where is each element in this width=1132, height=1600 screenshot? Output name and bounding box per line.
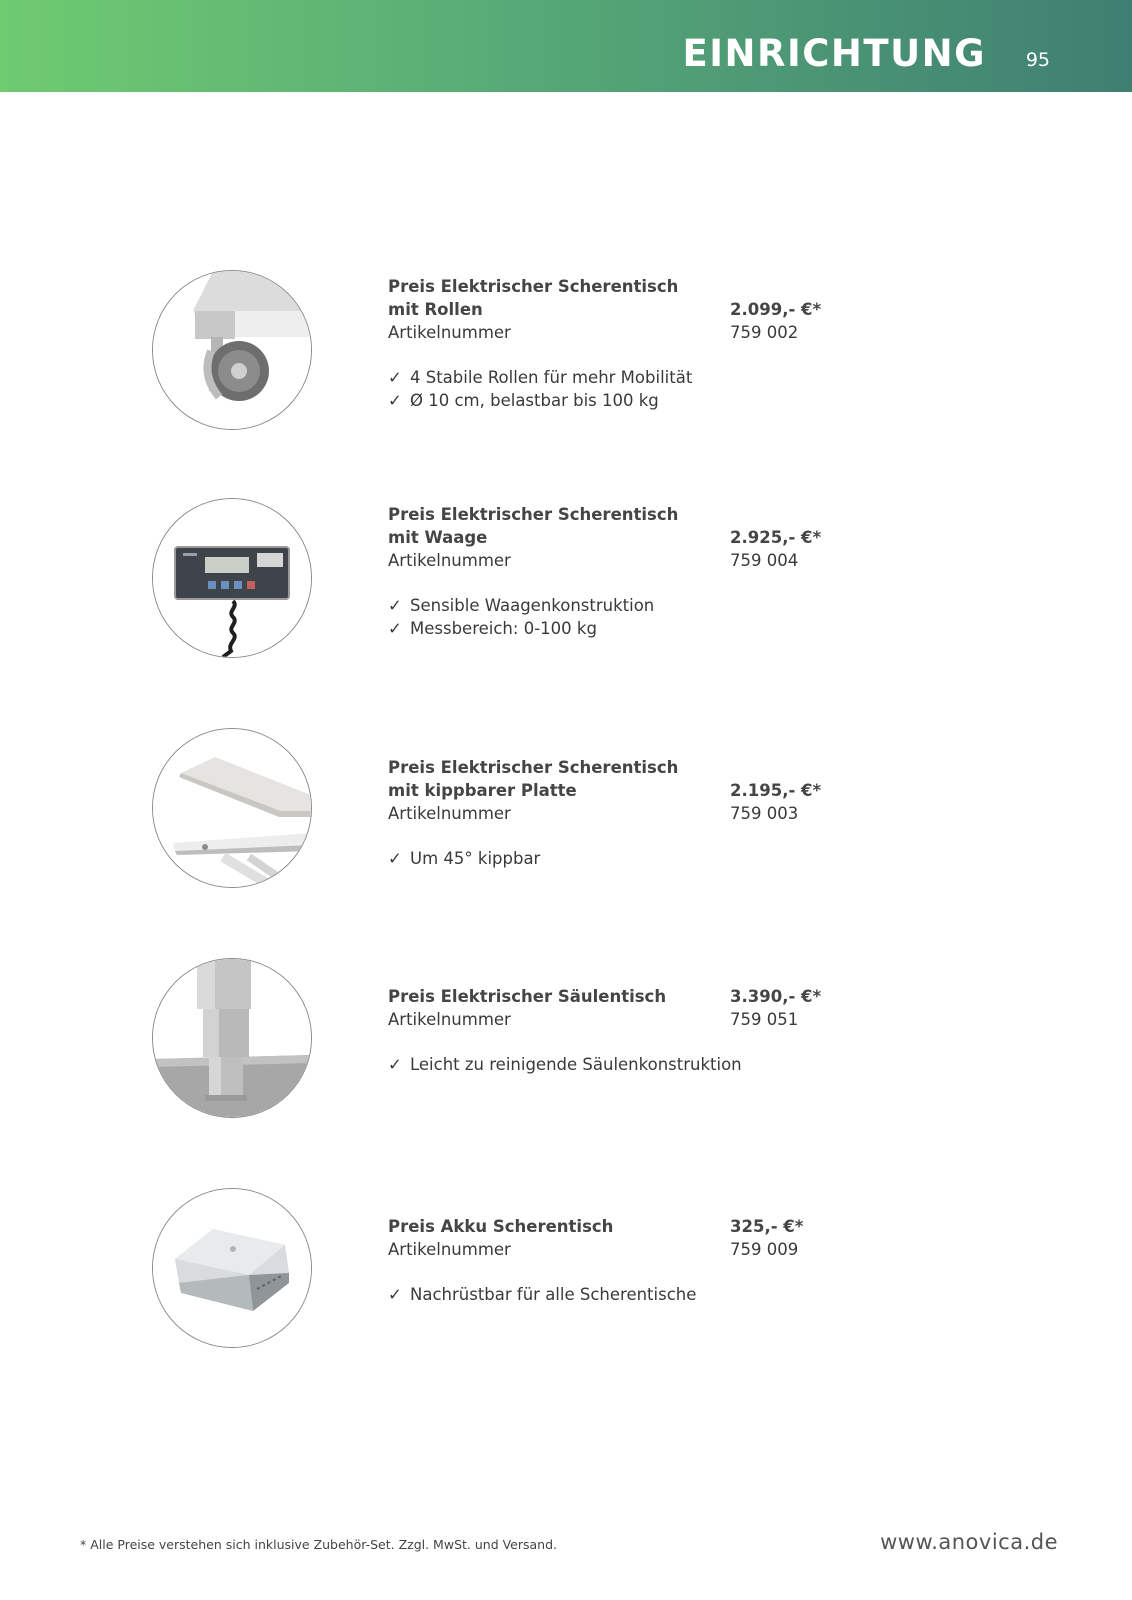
- check-icon: ✓: [388, 391, 402, 410]
- product-entry: [0, 1188, 1132, 1353]
- feature-item: ✓ Ø 10 cm, belastbar bis 100 kg: [388, 391, 659, 410]
- feature-item: ✓ Sensible Waagenkonstruktion: [388, 596, 655, 615]
- tilting-plate-icon: [152, 728, 312, 888]
- scale-display-icon: [152, 498, 312, 658]
- feature-item: ✓ 4 Stabile Rollen für mehr Mobilität: [388, 368, 693, 387]
- product-entry: [0, 728, 1132, 893]
- article-number: 759 002: [730, 323, 799, 342]
- product-entry: [0, 270, 1132, 435]
- product-title: Preis Akku Scherentisch: [388, 1217, 614, 1236]
- product-title: Preis Elektrischer Scherentisch: [388, 277, 679, 296]
- product-title-line2: mit kippbarer Platte: [388, 781, 577, 800]
- product-entry: [0, 958, 1132, 1123]
- article-label: Artikelnummer: [388, 1240, 511, 1259]
- product-title: Preis Elektrischer Säulentisch: [388, 987, 667, 1006]
- page-number: 95: [1025, 49, 1050, 71]
- product-price: 3.390,- €*: [730, 987, 822, 1006]
- battery-pack-icon: [152, 1188, 312, 1348]
- article-number: 759 009: [730, 1240, 799, 1259]
- product-info: [388, 275, 848, 412]
- product-info: [388, 503, 848, 640]
- feature-item: ✓ Um 45° kippbar: [388, 849, 541, 868]
- caster-wheel-icon: [152, 270, 312, 430]
- product-price: 2.099,- €*: [730, 300, 822, 319]
- product-price: 325,- €*: [730, 1217, 804, 1236]
- product-info: [388, 985, 848, 1076]
- article-number: 759 051: [730, 1010, 799, 1029]
- check-icon: ✓: [388, 849, 402, 868]
- product-price: 2.925,- €*: [730, 528, 822, 547]
- product-title: Preis Elektrischer Scherentisch: [388, 505, 679, 524]
- article-label: Artikelnummer: [388, 551, 511, 570]
- product-title-line2: mit Waage: [388, 528, 488, 547]
- feature-item: ✓ Leicht zu reinigende Säulenkonstruktion: [388, 1055, 742, 1074]
- article-number: 759 003: [730, 804, 799, 823]
- product-info: [388, 756, 848, 870]
- check-icon: ✓: [388, 368, 402, 387]
- product-title-line2: mit Rollen: [388, 300, 483, 319]
- column-leg-icon: [152, 958, 312, 1118]
- feature-item: ✓ Nachrüstbar für alle Scherentische: [388, 1285, 697, 1304]
- check-icon: ✓: [388, 1285, 402, 1304]
- check-icon: ✓: [388, 596, 402, 615]
- product-title: Preis Elektrischer Scherentisch: [388, 758, 679, 777]
- product-info: [388, 1215, 848, 1306]
- section-title: EINRICHTUNG: [682, 32, 986, 75]
- check-icon: ✓: [388, 1055, 402, 1074]
- product-price: 2.195,- €*: [730, 781, 822, 800]
- feature-item: ✓ Messbereich: 0-100 kg: [388, 619, 597, 638]
- header-banner: [0, 0, 1132, 92]
- website-link[interactable]: www.anovica.de: [880, 1530, 1058, 1554]
- check-icon: ✓: [388, 619, 402, 638]
- article-number: 759 004: [730, 551, 799, 570]
- article-label: Artikelnummer: [388, 323, 511, 342]
- price-footnote: * Alle Preise verstehen sich inklusive Zubehör-Set. Zzgl. MwSt. und Versand.: [80, 1537, 558, 1552]
- article-label: Artikelnummer: [388, 804, 511, 823]
- product-entry: [0, 498, 1132, 663]
- article-label: Artikelnummer: [388, 1010, 511, 1029]
